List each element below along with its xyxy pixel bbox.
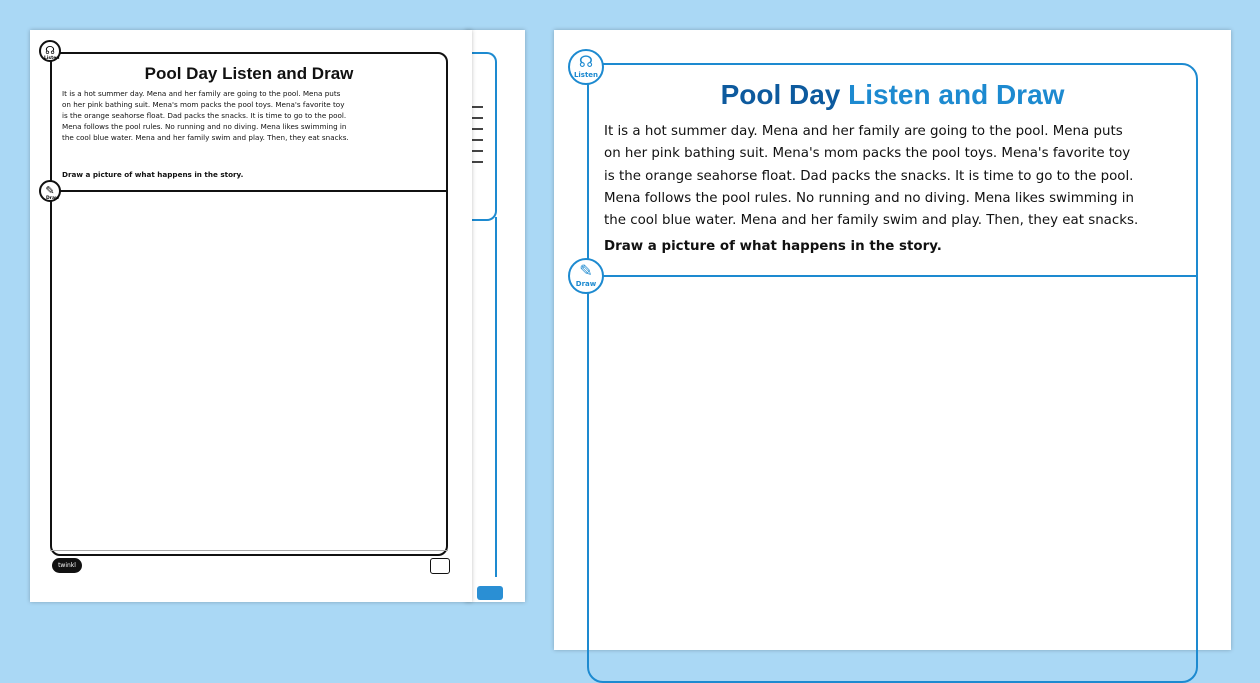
story-line: the cool blue water. Mena and her family swim and play. Then, they eat snacks. xyxy=(604,213,1139,229)
left-worksheet-divider xyxy=(52,190,446,192)
listen-icon-label: Listen xyxy=(573,71,599,79)
left-worksheet-title: Pool Day Listen and Draw xyxy=(144,64,354,83)
story-line: the cool blue water. Mena and her family swim and play. Then, they eat snacks. xyxy=(62,133,349,142)
story-line: on her pink bathing suit. Mena's mom packs the pool toys. Mena's favorite toy xyxy=(62,100,345,109)
back-sheet-preview xyxy=(465,30,525,602)
left-worksheet-frame xyxy=(50,52,448,556)
twinkl-logo: twinkl xyxy=(52,558,82,573)
left-worksheet-preview xyxy=(30,30,472,602)
right-worksheet-instruction: Draw a picture of what happens in the story. xyxy=(604,239,942,254)
left-footer-rule xyxy=(50,550,448,551)
story-line: Mena follows the pool rules. No running and no diving. Mena likes swimming in xyxy=(62,122,347,131)
footer-badge-icon xyxy=(430,558,450,574)
listen-ear-icon: ☊ xyxy=(39,40,61,62)
story-line: is the orange seahorse float. Dad packs the snacks. It is time to go to the pool. xyxy=(62,111,347,120)
right-worksheet-story xyxy=(604,121,1138,232)
story-line: is the orange seahorse float. Dad packs the snacks. It is time to go to the pool. xyxy=(604,168,1134,184)
title-listen-and-draw: Listen and Draw xyxy=(848,79,1065,110)
story-line: Mena follows the pool rules. No running and no diving. Mena likes swimming in xyxy=(604,190,1134,206)
draw-icon-label: Draw xyxy=(46,196,60,201)
left-worksheet-instruction: Draw a picture of what happens in the story. xyxy=(62,170,244,179)
right-worksheet-title xyxy=(589,79,1196,111)
right-worksheet-frame xyxy=(587,63,1198,683)
listen-icon-label: Listen xyxy=(44,56,60,61)
draw-pencil-icon: ✎ Draw xyxy=(568,258,604,294)
story-line: It is a hot summer day. Mena and her family are going to the pool. Mena puts xyxy=(604,124,1123,139)
listen-ear-icon: ☊ Listen xyxy=(568,49,604,85)
left-worksheet-story xyxy=(62,88,440,143)
story-line: It is a hot summer day. Mena and her family are going to the pool. Mena puts xyxy=(62,89,341,98)
title-pool-day: Pool Day xyxy=(720,79,841,110)
back-sheet-badge xyxy=(477,586,503,600)
right-worksheet-divider xyxy=(589,275,1196,277)
draw-pencil-icon: ✎ xyxy=(39,180,61,202)
right-worksheet xyxy=(554,30,1231,650)
draw-icon-label: Draw xyxy=(575,280,597,288)
story-line: on her pink bathing suit. Mena's mom packs the pool toys. Mena's favorite toy xyxy=(604,146,1131,162)
